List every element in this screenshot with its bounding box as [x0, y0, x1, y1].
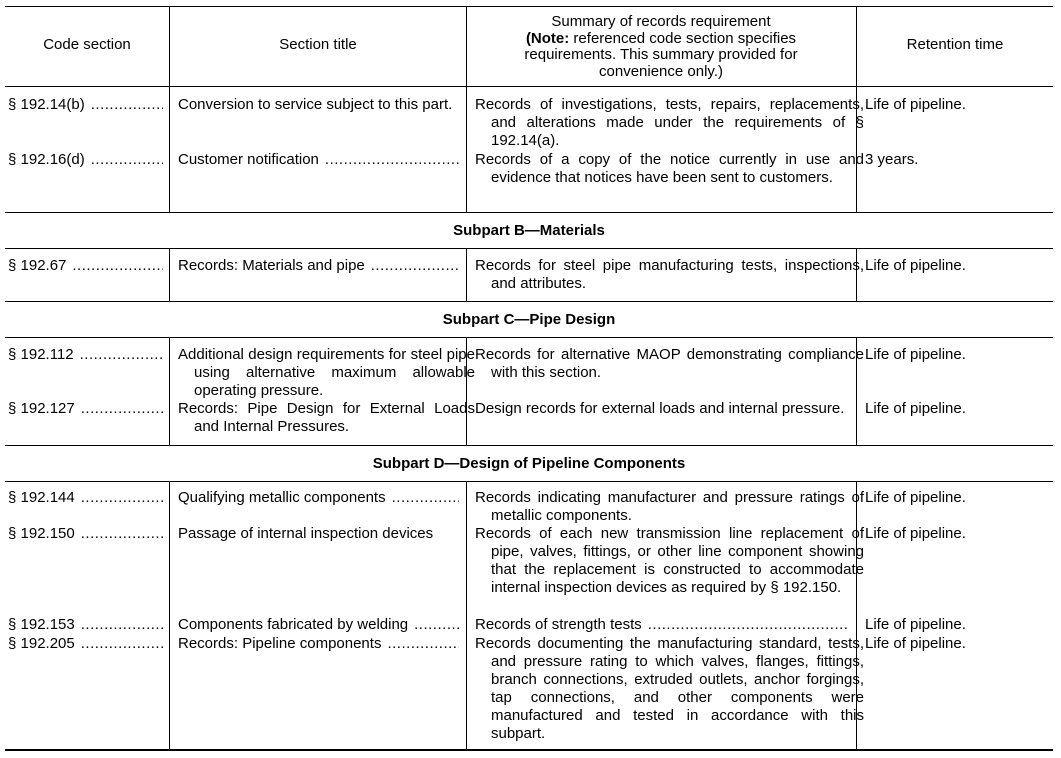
header-code-section: Code section: [43, 36, 131, 53]
summary-cell: Records for steel pipe manufacturing tests, inspections, and attributes.: [475, 257, 864, 292]
retention-cell: Life of pipeline.: [865, 346, 966, 363]
dot-leader: [81, 525, 163, 543]
dot-leader: [81, 616, 163, 634]
subpart-heading: Subpart B—Materials: [453, 222, 605, 239]
cell-text: § 192.127: [8, 400, 75, 417]
retention-cell: Life of pipeline.: [865, 635, 966, 652]
records-retention-table: [5, 6, 1053, 752]
cell-text: Records of strength tests: [475, 616, 642, 633]
cell-text: Customer notification: [178, 151, 319, 168]
code-cell: [8, 96, 163, 114]
retention-cell: Life of pipeline.: [865, 489, 966, 506]
retention-cell: Life of pipeline.: [865, 257, 966, 274]
retention-cell: Life of pipeline.: [865, 96, 966, 113]
subpart-heading: Subpart C—Pipe Design: [442, 311, 616, 328]
dot-leader: [72, 257, 163, 275]
summary-cell: Records for alternative MAOP demonstrating compliance with this section.: [475, 346, 864, 381]
code-cell: [8, 616, 163, 634]
summary-cell: Records of investigations, tests, repairs, replacements, and alterations made under the requirements of § 192.14(a).: [475, 96, 864, 149]
subpart-heading: Subpart D—Design of Pipeline Components: [372, 455, 686, 472]
title-cell: [178, 489, 459, 507]
table-bottom-rule: [5, 749, 1053, 751]
cell-text: § 192.112: [8, 346, 74, 363]
dot-leader: [81, 489, 163, 507]
retention-cell: 3 years.: [865, 151, 919, 168]
title-cell: [178, 257, 459, 275]
cell-text: § 192.205: [8, 635, 75, 652]
column-rule: [169, 248, 170, 301]
cell-text: Components fabricated by welding: [178, 616, 409, 633]
code-cell: [8, 346, 163, 364]
summary-cell: Records of a copy of the notice currently in use and evidence that notices have been sent to customers.: [475, 151, 864, 186]
dot-leader: [371, 257, 459, 275]
cell-text: § 192.153: [8, 616, 75, 633]
rule: [5, 445, 1053, 446]
header-summary-note-text: referenced code section specifies requirements. This summary provided for convenience only.): [524, 29, 798, 80]
rule: [5, 481, 1053, 482]
code-cell: [8, 635, 163, 653]
column-rule: [466, 481, 467, 749]
dot-leader: [91, 151, 163, 169]
summary-cell: [475, 616, 848, 634]
column-rule: [169, 481, 170, 749]
cell-text: § 192.144: [8, 489, 75, 506]
title-cell: Records: Pipe Design for External Loads and Internal Pressures.: [178, 400, 475, 435]
retention-cell: Life of pipeline.: [865, 400, 966, 417]
summary-cell: Records indicating manufacturer and pressure ratings of metallic components.: [475, 489, 864, 524]
cell-text: Qualifying metallic components: [178, 489, 386, 506]
title-cell: Conversion to service subject to this part.: [178, 96, 453, 113]
code-cell: [8, 525, 163, 543]
rule: [5, 301, 1053, 302]
table-top-rule: [5, 6, 1053, 7]
rule: [5, 337, 1053, 338]
code-cell: [8, 257, 163, 275]
cell-text: § 192.150: [8, 525, 75, 542]
title-cell: Passage of internal inspection devices: [178, 525, 434, 542]
retention-cell: Life of pipeline.: [865, 616, 966, 633]
column-rule: [466, 248, 467, 301]
header-summary-title: Summary of records requirement: [551, 13, 771, 30]
header-bottom-rule: [5, 86, 1053, 87]
cell-text: Records: Materials and pipe: [178, 257, 365, 274]
cell-text: Records: Pipeline components: [178, 635, 382, 652]
code-cell: [8, 489, 163, 507]
summary-cell: Records documenting the manufacturing standard, tests, and pressure rating to which valves, flanges, fittings, branch connections, extruded outlets, anchor forgings, tap connections, and other components were manufactured and tested in accordance with this subpart.: [475, 635, 864, 742]
cell-text: § 192.67: [8, 257, 67, 274]
title-cell: [178, 616, 459, 634]
dot-leader: [387, 635, 459, 653]
header-summary-note-label: (Note:: [525, 29, 570, 47]
dot-leader: [648, 616, 848, 634]
header-retention-time: Retention time: [906, 36, 1004, 53]
summary-cell: Records of each new transmission line replacement of pipe, valves, fittings, or other line component showing that the replacement is constructed to accommodate internal inspection devices as required by § 192.150.: [475, 525, 864, 596]
title-cell: [178, 151, 459, 169]
code-cell: [8, 400, 163, 418]
dot-leader: [414, 616, 459, 634]
dot-leader: [81, 400, 163, 418]
dot-leader: [80, 346, 163, 364]
cell-text: § 192.14(b): [8, 96, 85, 113]
dot-leader: [81, 635, 163, 653]
column-rule: [169, 337, 170, 445]
summary-cell: Design records for external loads and internal pressure.: [475, 400, 845, 417]
rule: [5, 212, 1053, 213]
dot-leader: [392, 489, 459, 507]
retention-cell: Life of pipeline.: [865, 525, 966, 542]
cell-text: § 192.16(d): [8, 151, 85, 168]
dot-leader: [325, 151, 459, 169]
title-cell: Additional design requirements for steel pipe using alternative maximum allowable operating pressure.: [178, 346, 475, 399]
code-cell: [8, 151, 163, 169]
dot-leader: [91, 96, 163, 114]
title-cell: [178, 635, 459, 653]
rule: [5, 248, 1053, 249]
header-summary: [485, 14, 837, 80]
header-section-title: Section title: [279, 36, 357, 53]
